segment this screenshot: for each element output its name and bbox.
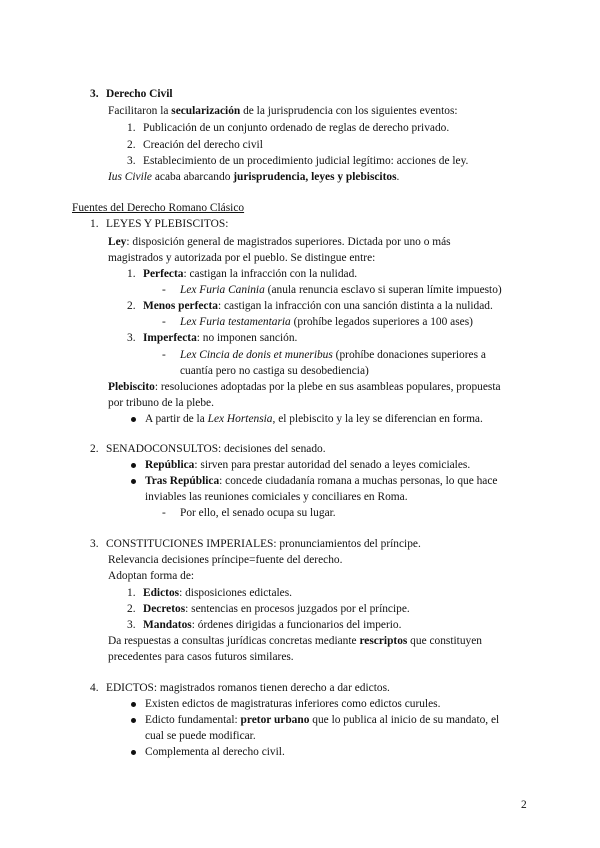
dash-marker: - [162, 507, 166, 519]
event-item: 3. Establecimiento de un procedimiento judicial legítimo: acciones de ley. [127, 155, 469, 167]
constituciones-line: Adoptan forma de: [108, 570, 195, 582]
list-item: República: sirven para prestar autoridad del senado a leyes comiciales. [145, 459, 471, 471]
plebiscito-definition-cont: por tribuno de la plebe. [108, 397, 214, 409]
rescriptos-line: Da respuestas a consultas jurídicas concretas mediante rescriptos que constituyen [108, 635, 482, 647]
event-item: 2. Creación del derecho civil [127, 139, 263, 151]
dash-marker: - [162, 316, 166, 328]
sub-item: Por ello, el senado ocupa su lugar. [180, 507, 336, 519]
bullet-icon [131, 463, 136, 468]
page-number: 2 [521, 799, 527, 811]
section-heading: Fuentes del Derecho Romano Clásico [72, 202, 245, 214]
dash-marker: - [162, 349, 166, 361]
derecho-civil-heading: 3. Derecho Civil [90, 88, 173, 100]
form-item: 1. Edictos: disposiciones edictales. [127, 587, 293, 599]
bullet-icon [131, 417, 136, 422]
ley-type-item: 2. Menos perfecta: castigan la infracción con una sanción distinta a la nulidad. [127, 300, 493, 312]
constituciones-line: Relevancia decisiones príncipe=fuente del derecho. [108, 554, 343, 566]
list-item: Existen edictos de magistraturas inferiores como edictos curules. [145, 698, 441, 710]
list-item: Complementa al derecho civil. [145, 746, 285, 758]
bullet-icon [131, 718, 136, 723]
ius-civile-line: Ius Civile acaba abarcando jurisprudencia, leyes y plebiscitos. [108, 171, 400, 183]
list-item-cont: inviables las reuniones comiciales y conciliares en Roma. [145, 491, 408, 503]
senadoconsultos-heading: 2. SENADOCONSULTOS: decisiones del senado. [90, 443, 326, 455]
ley-example-cont: cuantía pero no castiga su desobediencia) [180, 365, 369, 377]
ley-definition: Ley: disposición general de magistrados superiores. Dictada por uno o más [108, 236, 451, 248]
list-item: Edicto fundamental: pretor urbano que lo publica al inicio de su mandato, el [145, 714, 500, 726]
list-item-cont: cual se puede modificar. [145, 730, 256, 742]
ley-type-item: 1. Perfecta: castigan la infracción con la nulidad. [127, 268, 358, 280]
list-item: Tras República: concede ciudadanía romana a muchas personas, lo que hace [145, 475, 498, 487]
constituciones-heading: 3. CONSTITUCIONES IMPERIALES: pronunciamientos del príncipe. [90, 538, 421, 550]
ley-type-item: 3. Imperfecta: no imponen sanción. [127, 332, 298, 344]
dash-marker: - [162, 284, 166, 296]
event-item: 1. Publicación de un conjunto ordenado de reglas de derecho privado. [127, 122, 450, 134]
ley-example: Lex Furia Caninia (anula renuncia esclavo si superan límite impuesto) [180, 284, 502, 296]
edictos-heading: 4. EDICTOS: magistrados romanos tienen derecho a dar edictos. [90, 682, 390, 694]
bullet-icon [131, 479, 136, 484]
rescriptos-line-cont: precedentes para casos futuros similares. [108, 651, 294, 663]
leyes-heading: 1. LEYES Y PLEBISCITOS: [90, 218, 229, 230]
form-item: 3. Mandatos: órdenes dirigidas a funcionarios del imperio. [127, 619, 402, 631]
list-item: A partir de la Lex Hortensia, el plebiscito y la ley se diferencian en forma. [145, 413, 483, 425]
derecho-civil-intro: Facilitaron la secularización de la jurisprudencia con los siguientes eventos: [108, 105, 458, 117]
ley-example: Lex Cincia de donis et muneribus (prohíbe donaciones superiores a [180, 349, 486, 361]
ley-definition-cont: magistrados y autorizada por el pueblo. Se distingue entre: [108, 252, 376, 264]
plebiscito-definition: Plebiscito: resoluciones adoptadas por la plebe en sus asambleas populares, propuesta [108, 381, 501, 393]
form-item: 2. Decretos: sentencias en procesos juzgados por el príncipe. [127, 603, 410, 615]
bullet-icon [131, 702, 136, 707]
bullet-icon [131, 750, 136, 755]
ley-example: Lex Furia testamentaria (prohíbe legados superiores a 100 ases) [180, 316, 473, 328]
